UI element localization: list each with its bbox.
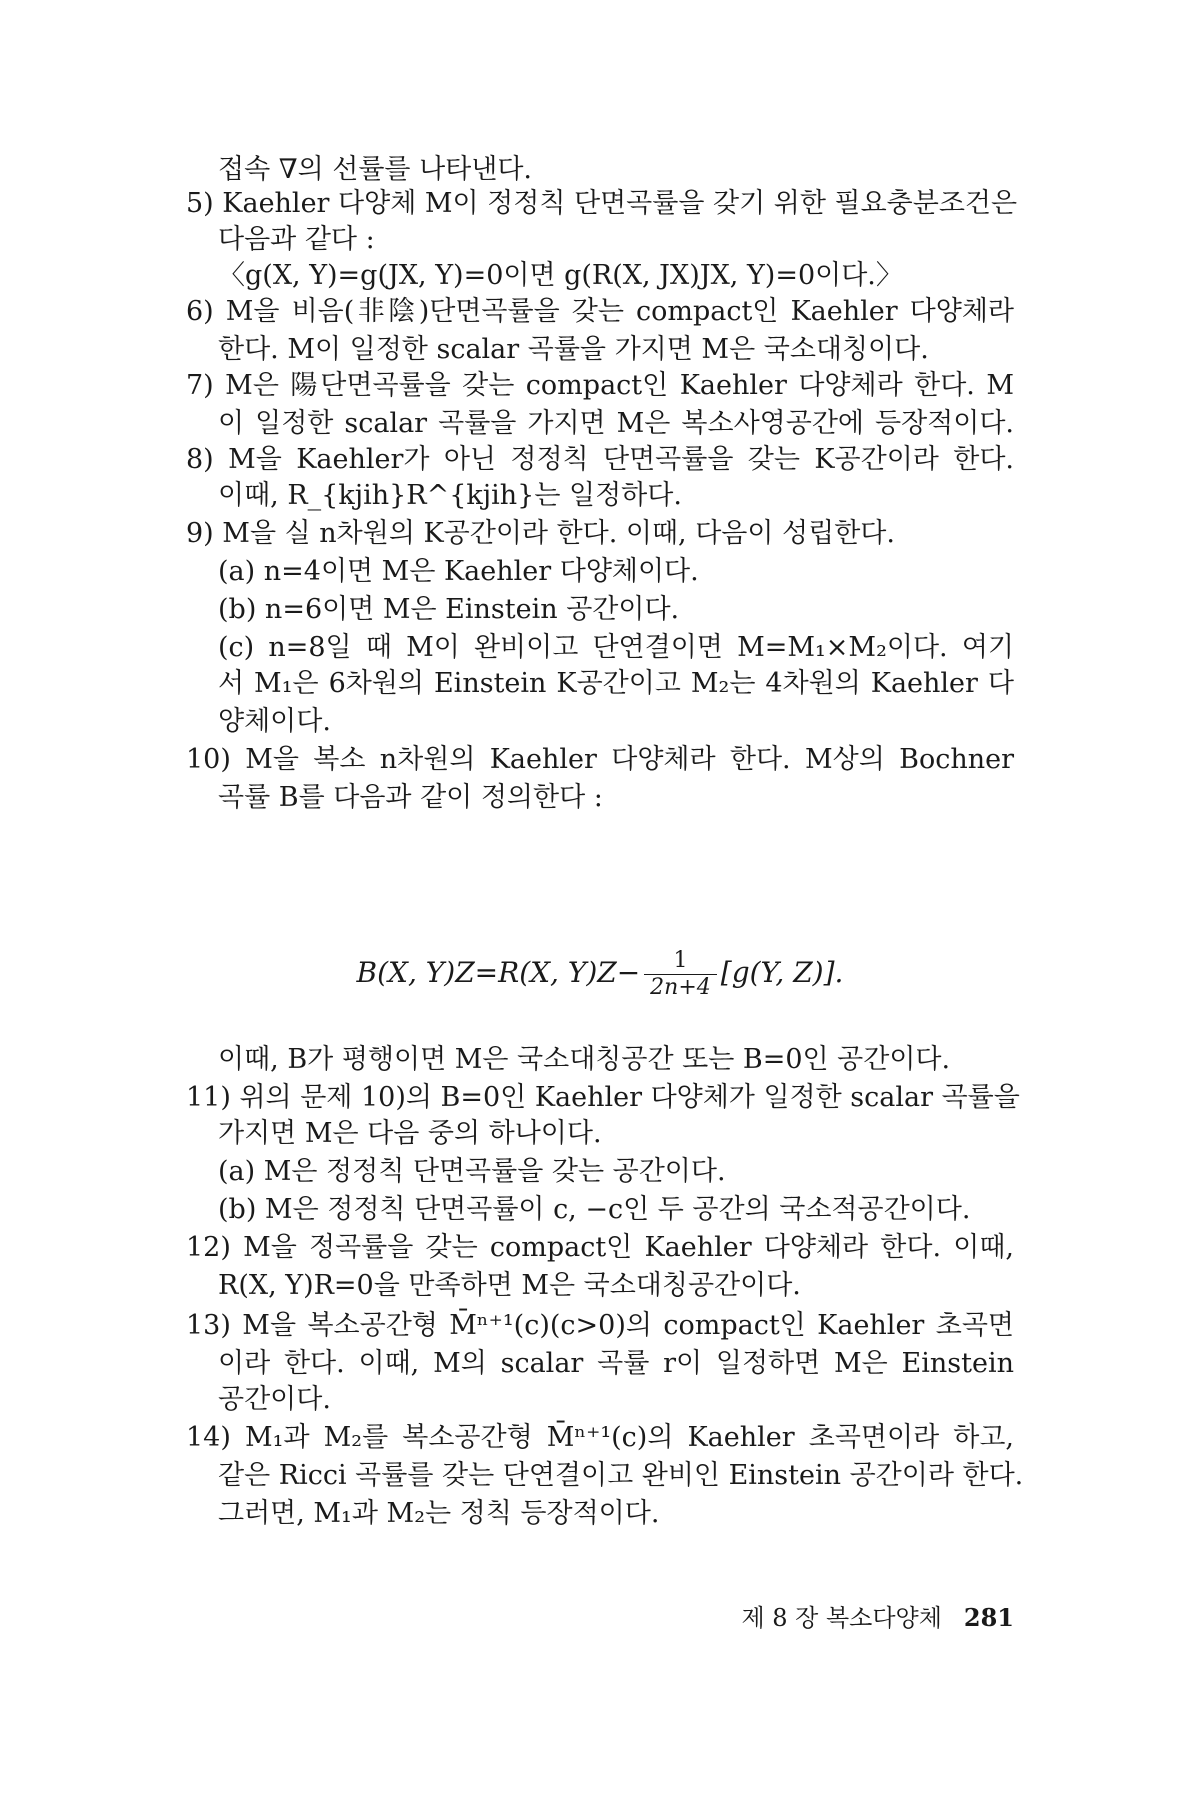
text-line: R(X, Y)R=0을 만족하면 M은 국소대칭공간이다. bbox=[218, 1270, 801, 1301]
text-line: 한다. M이 일정한 scalar 곡률을 가지면 M은 국소대칭이다. bbox=[218, 334, 929, 365]
item-5: 5) Kaehler 다양체 M이 정정칙 단면곡률을 갖기 위한 필요충분조건은 bbox=[186, 188, 1018, 219]
formula-fraction bbox=[644, 948, 717, 1001]
item-13: 13) M을 복소공간형 M̄ⁿ⁺¹(c)(c>0)의 compact인 Kaehler 초곡면 bbox=[186, 1310, 1014, 1341]
page-footer bbox=[700, 1602, 1014, 1634]
item-10: 10) M을 복소 n차원의 Kaehler 다양체라 한다. M상의 Bochner bbox=[186, 744, 1014, 775]
text-line: 공간이다. bbox=[218, 1384, 331, 1415]
text-line: 이라 한다. 이때, M의 scalar 곡률 r이 일정하면 M은 Einstein bbox=[218, 1348, 1014, 1379]
item-12: 12) M을 정곡률을 갖는 compact인 Kaehler 다양체라 한다. 이때, bbox=[186, 1232, 1014, 1263]
item-11: 11) 위의 문제 10)의 B=0인 Kaehler 다양체가 일정한 scalar 곡률을 bbox=[186, 1082, 1020, 1113]
item-11b: (b) M은 정정칙 단면곡률이 c, −c인 두 공간의 국소적공간이다. bbox=[218, 1194, 971, 1225]
item-14: 14) M₁과 M₂를 복소공간형 M̄ⁿ⁺¹(c)의 Kaehler 초곡면이라 하고, bbox=[186, 1422, 1014, 1453]
fraction-denominator: 2n+4 bbox=[650, 975, 711, 1000]
item-9: 9) M을 실 n차원의 K공간이라 한다. 이때, 다음이 성립한다. bbox=[186, 518, 895, 549]
text-line: 접속 ∇의 선률를 나타낸다. bbox=[218, 154, 533, 185]
text-line: 같은 Ricci 곡률를 갖는 단연결이고 완비인 Einstein 공간이라 한다. bbox=[218, 1460, 1024, 1491]
condition-line: 〈g(X, Y)=g(JX, Y)=0이면 g(R(X, JX)JX, Y)=0이다.〉 bbox=[218, 260, 903, 291]
text-line: 이때, R_{kjih}R^{kjih}는 일정하다. bbox=[218, 480, 682, 511]
text-line: 곡률 B를 다음과 같이 정의한다 : bbox=[218, 782, 603, 813]
item-6: 6) M을 비음(非陰)단면곡률을 갖는 compact인 Kaehler 다양체라 bbox=[186, 296, 1014, 327]
text-line: 다음과 같다 : bbox=[218, 224, 375, 255]
item-8: 8) M을 Kaehler가 아닌 정정칙 단면곡률을 갖는 K공간이라 한다. bbox=[186, 444, 1014, 475]
chapter-title: 제 8 장 복소다양체 bbox=[741, 1604, 942, 1632]
text-line: 가지면 M은 다음 중의 하나이다. bbox=[218, 1118, 602, 1149]
bochner-formula bbox=[0, 948, 1200, 1018]
item-11a: (a) M은 정정칙 단면곡률을 갖는 공간이다. bbox=[218, 1156, 726, 1187]
formula-rhs: [g(Y, Z)]. bbox=[720, 956, 844, 989]
fraction-numerator: 1 bbox=[644, 948, 717, 975]
text-line: 이 일정한 scalar 곡률을 가지면 M은 복소사영공간에 등장적이다. bbox=[218, 408, 1014, 439]
item-9a: (a) n=4이면 M은 Kaehler 다양체이다. bbox=[218, 556, 699, 587]
text-line: 서 M₁은 6차원의 Einstein K공간이고 M₂는 4차원의 Kaehler 다 bbox=[218, 668, 1014, 699]
text-line: 그러면, M₁과 M₂는 정칙 등장적이다. bbox=[218, 1498, 660, 1529]
item-7: 7) M은 陽단면곡률을 갖는 compact인 Kaehler 다양체라 한다. M bbox=[186, 370, 1014, 401]
item-9c: (c) n=8일 때 M이 완비이고 단연결이면 M=M₁×M₂이다. 여기 bbox=[218, 632, 1014, 663]
text-line: 이때, B가 평행이면 M은 국소대칭공간 또는 B=0인 공간이다. bbox=[218, 1044, 951, 1075]
page-number: 281 bbox=[963, 1603, 1014, 1632]
text-line: 양체이다. bbox=[218, 706, 331, 737]
formula-lhs: B(X, Y)Z=R(X, Y)Z− bbox=[356, 956, 641, 989]
item-9b: (b) n=6이면 M은 Einstein 공간이다. bbox=[218, 594, 680, 625]
